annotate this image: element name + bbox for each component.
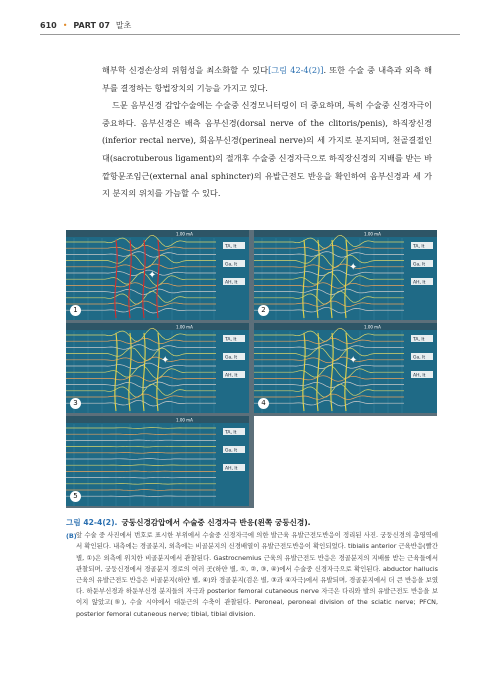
figure-reference-link[interactable]: [그림 42-4(2)]: [268, 65, 324, 75]
panel-number-badge: 4: [258, 398, 269, 409]
section-label: 말초: [115, 21, 132, 30]
emg-panel-5: [66, 416, 249, 506]
running-header: [40, 20, 131, 31]
panel-readout: 1.00 mA: [176, 231, 193, 237]
panel-number-badge: 3: [70, 398, 81, 409]
channel-label: TA, lt: [225, 244, 237, 250]
channel-label: Ga, lt: [413, 262, 426, 268]
bullet-icon: •: [62, 21, 68, 30]
channel-label: Ga, lt: [413, 355, 426, 361]
channel-label: TA, lt: [225, 337, 237, 343]
star-marker-icon: ✦: [349, 262, 358, 273]
caption-body: 앞 수술 중 사진에서 번호로 표시한 부위에서 수술중 신경자극에 의한 발근육 유발근전도반응이 정리된 사진. 궁둥신경의 총영역에서 확인된다. 내측에는 경골분지, 외측에는 비골분지의 신경배열이 유발근전도반응이 확인되었다. tibialis anterior 근육반응(빨간 별, ①)은 외측에 위치한 비골분지에서 관찰된다. Gastrocnemius 근육의 유발근전도 반응은 경골분지의 지배를 받는 근육들에서 관찰되며, 궁둥신경에서 경골분지 경로의 여러 곳(하얀 별, ①, ②, ③, ④)에서 수술중 신경자극으로 확인된다. abductor hallucis 근육의 유발근전도 반응은 비골분지(하얀 별, ④)와 경골분지(검은 별, ③과 ④자극)에서 유발되며, 경골분지에서 더 큰 반응을 보였다. 하둔부신경과 하둔부신경 분지들의 자극과 posterior femoral cutaneous nerve 자극은 다리와 발의 유발근전도 반응을 보이지 않았고(⑤), 수술 시야에서 대둔근의 수축이 관찰된다. Peroneal, peroneal division of the sciatic nerve; PFCN, posterior femoral cutaneous nerve; tibial, tibial division.: [76, 531, 438, 618]
part-label: PART 07: [73, 21, 110, 30]
paragraph-2: 드문 음부신경 감압수술에는 수술중 신경모니터링이 더 중요하며, 특히 수술중 신경자극이 중요하다. 음부신경은 배측 음부신경(dorsal nerve of the clitoris/penis), 하직장신경(inferior rectal nerve), 회음부신경(perineal nerve)의 세 가지로 분지되며, 천골결절인대(sacrotuberous ligament)의 절개후 수술중 신경자극으로 하직장신경의 지배를 받는 바깥항문조임근(external anal sphincter)의 유발근전도 반응을 확인하여 음부신경과 세 가지 분지의 위치를 가늠할 수 있다.: [102, 100, 432, 199]
channel-label: AH, lt: [413, 373, 426, 379]
channel-label: AH, lt: [225, 466, 238, 472]
star-marker-icon: ✦: [161, 355, 170, 366]
page-number: 610: [40, 21, 57, 30]
channel-label: AH, lt: [225, 373, 238, 379]
panel-readout: 1.00 mA: [364, 231, 381, 237]
panel-number-badge: 2: [258, 305, 269, 316]
paragraph-1: 해부학 신경손상의 위험성을 최소화할 수 있다[그림 42-4(2)]. 또한 수술 중 내측과 외측 해부를 결정하는 항법장치의 기능을 가지고 있다.: [102, 65, 432, 93]
caption-label: 그림 42-4(2).: [66, 518, 118, 527]
emg-panel-1: [66, 230, 249, 320]
channel-label: TA, lt: [413, 244, 425, 250]
body-text: [102, 62, 432, 203]
emg-figure: [66, 230, 437, 508]
panel-number-badge: 1: [70, 305, 81, 316]
panel-readout: 1.00 mA: [176, 417, 193, 423]
panel-readout: 1.00 mA: [364, 324, 381, 330]
header-rule: [40, 34, 460, 35]
emg-panel-2: [254, 230, 437, 320]
panel-readout: 1.00 mA: [176, 324, 193, 330]
emg-panel-4: [254, 323, 437, 413]
figure-blank-area: [254, 416, 437, 508]
channel-label: Ga, lt: [225, 355, 238, 361]
channel-label: Ga, lt: [225, 262, 238, 268]
panel-number-badge: 5: [70, 491, 81, 502]
figure-caption: [66, 517, 438, 620]
caption-b-label: (B): [66, 532, 77, 540]
emg-panel-3: [66, 323, 249, 413]
star-marker-icon: ✦: [349, 355, 358, 366]
channel-label: TA, lt: [225, 430, 237, 436]
star-marker-icon: ✦: [148, 270, 157, 281]
channel-label: TA, lt: [413, 337, 425, 343]
channel-label: AH, lt: [413, 280, 426, 286]
channel-label: AH, lt: [225, 280, 238, 286]
caption-title: 궁둥신경감압에서 수술중 신경자극 반응(왼쪽 궁둥신경).: [121, 518, 311, 527]
channel-label: Ga, lt: [225, 448, 238, 454]
caption-title-line: [66, 517, 438, 528]
